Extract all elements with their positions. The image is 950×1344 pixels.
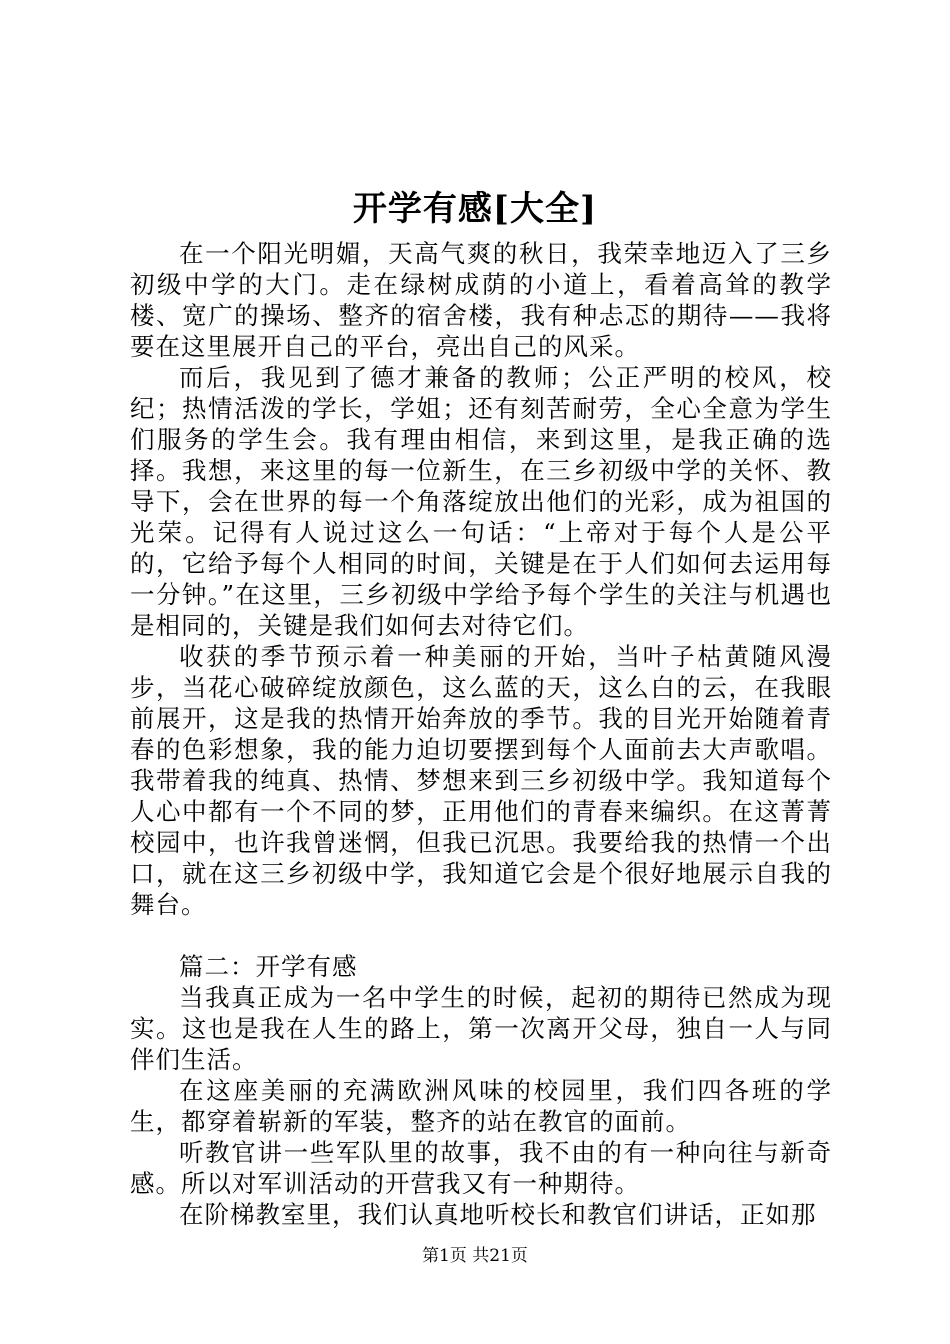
document-body [130,238,832,1230]
paragraph: 当我真正成为一名中学生的时候，起初的期待已然成为现实。这也是我在人生的路上，第一次离开父母，独自一人与同伴们生活。 [130,983,832,1074]
page-title: 开学有感[大全] [352,189,598,229]
paragraph: 听教官讲一些军队里的故事，我不由的有一种向往与新奇感。所以对军训活动的开营我又有一种期待。 [130,1138,832,1198]
page-footer: 第1页 共21页 [422,1246,528,1266]
paragraph: 在一个阳光明媚，天高气爽的秋日，我荣幸地迈入了三乡初级中学的大门。走在绿树成荫的小道上，看着高耸的教学楼、宽广的操场、整齐的宿舍楼，我有种忐忑的期待——我将要在这里展开自己的平台，亮出自己的风采。 [130,239,832,361]
paragraph: 在阶梯教室里，我们认真地听校长和教官们讲话，正如那 [179,1200,817,1229]
section-heading: 篇二：开学有感 [179,952,358,981]
paragraph: 收获的季节预示着一种美丽的开始，当叶子枯黄随风漫步，当花心破碎绽放颜色，这么蓝的天，这么白的云，在我眼前展开，这是我的热情开始奔放的季节。我的目光开始随着青春的色彩想象，我的能力迫切要摆到每个人面前去大声歌唱。我带着我的纯真、热情、梦想来到三乡初级中学。我知道每个人心中都有一个不同的梦，正用他们的青春来编织。在这菁菁校园中，也许我曾迷惘，但我已沉思。我要给我的热情一个出口，就在这三乡初级中学，我知道它会是个很好地展示自我的舞台。 [130,642,832,919]
paragraph: 而后，我见到了德才兼备的教师；公正严明的校风，校纪；热情活泼的学长，学姐；还有刻苦耐劳，全心全意为学生们服务的学生会。我有理由相信，来到这里，是我正确的选择。我想，来这里的每一位新生，在三乡初级中学的关怀、教导下，会在世界的每一个角落绽放出他们的光彩，成为祖国的光荣。记得有人说过这么一句话：“上帝对于每个人是公平的，它给予每个人相同的时间，关键是在于人们如何去运用每一分钟。”在这里，三乡初级中学给予每个学生的关注与机遇也是相同的，关键是我们如何去对待它们。 [130,363,832,640]
paragraph: 在这座美丽的充满欧洲风味的校园里，我们四各班的学生，都穿着崭新的军装，整齐的站在教官的面前。 [130,1076,832,1136]
